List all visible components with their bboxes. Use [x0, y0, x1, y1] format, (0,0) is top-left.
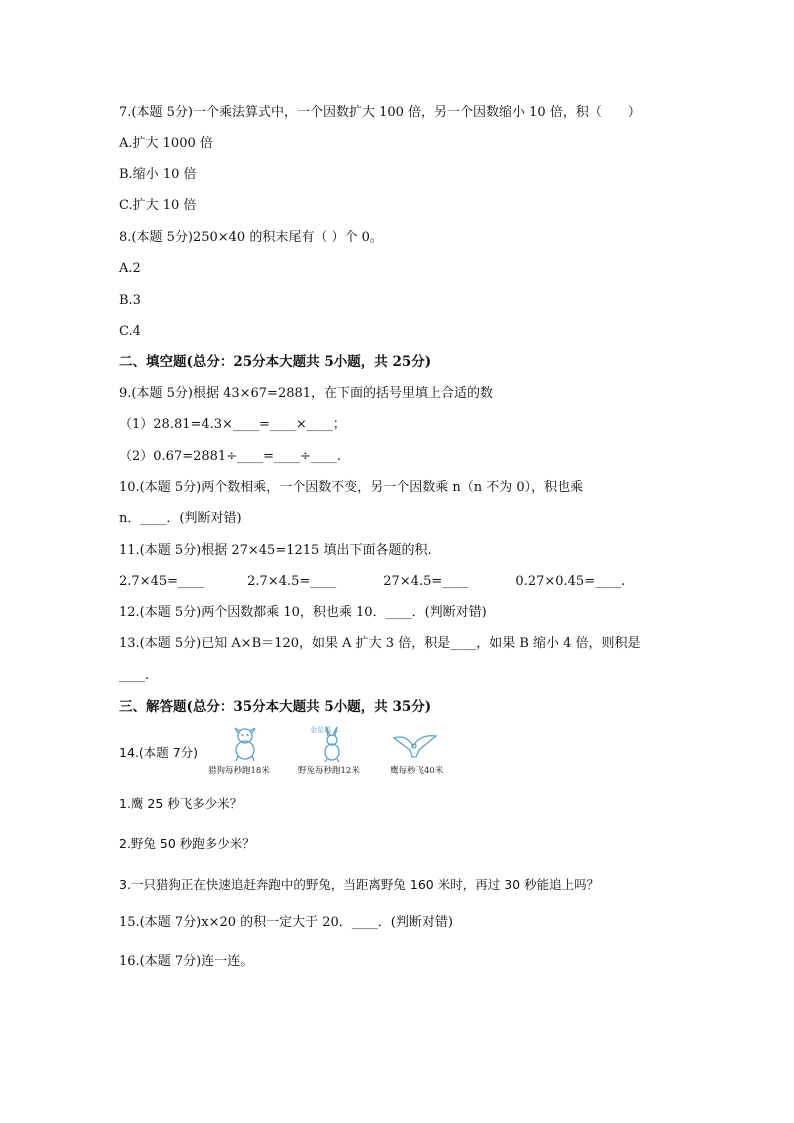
q14-sub1: 1.鹰 25 秒飞多少米？	[119, 796, 243, 811]
q8-stem: 8.(本题 5分)250×40 的积末尾有（ ）个 0。	[119, 230, 383, 245]
q9-line2: （2）0.67=2881÷____=____÷____.	[119, 449, 342, 464]
q9-line1: （1）28.81=4.3×____=____×____；	[119, 417, 346, 432]
q7-option-b: B.缩小 10 倍	[119, 167, 197, 182]
q16-stem: 16.(本题 7分)连一连。	[119, 954, 254, 969]
q7-option-c: C.扩大 10 倍	[119, 198, 197, 213]
q8-option-c: C.4	[119, 324, 141, 339]
rabbit-icon	[318, 726, 346, 762]
q11-items	[119, 573, 625, 591]
q15-stem: 15.(本题 7分)x×20 的积一定大于 20．____．(判断对错)	[119, 915, 453, 930]
q14-image-tag: 金星斑 …	[310, 726, 341, 734]
q9-stem: 9.(本题 5分)根据 43×67=2881，在下面的括号里填上合适的数	[119, 386, 494, 401]
q14-stem: 14.(本题 7分)	[119, 745, 199, 760]
q12-stem: 12.(本题 5分)两个因数都乘 10，积也乘 10．____．(判断对错)	[119, 605, 487, 620]
eagle-label: 鹰每秒飞40米	[390, 766, 444, 776]
q11-stem: 11.(本题 5分)根据 27×45=1215 填出下面各题的积.	[119, 543, 432, 558]
q7-stem: 7.(本题 5分)一个乘法算式中，一个因数扩大 100 倍，另一个因数缩小 10 倍，积（ ）	[119, 105, 641, 120]
q8-option-b: B.3	[119, 293, 141, 308]
q7-option-a: A.扩大 1000 倍	[119, 136, 213, 151]
dog-icon	[230, 726, 260, 762]
dog-label: 猎狗每秒跑18米	[208, 766, 270, 776]
q11-item-4: 0.27×0.45=____.	[515, 574, 626, 589]
q10-line1: 10.(本题 5分)两个数相乘，一个因数不变，另一个因数乘 n（n 不为 0），积也乘	[119, 480, 584, 495]
q11-item-3: 27×4.5=____	[383, 574, 469, 589]
q14-animal-image	[200, 722, 455, 780]
eagle-icon	[392, 730, 438, 760]
rabbit-label: 野兔每秒跑12米	[298, 766, 360, 776]
q13-line1: 13.(本题 5分)已知 A×B＝120，如果 A 扩大 3 倍，积是____，如果 B 缩小 4 倍，则积是	[119, 636, 641, 651]
q13-line2: ____.	[119, 668, 150, 683]
section2-heading: 二、填空题(总分：25分本大题共 5小题，共 25分)	[119, 354, 432, 370]
q8-option-a: A.2	[119, 261, 141, 276]
q11-item-1: 2.7×45=____	[119, 574, 205, 589]
section3-heading: 三、解答题(总分：35分本大题共 5小题，共 35分)	[119, 699, 432, 715]
q14-sub2: 2.野兔 50 秒跑多少米？	[119, 836, 255, 851]
q14-sub3: 3.一只猎狗正在快速追赶奔跑中的野兔，当距离野兔 160 米时，再过 30 秒能追上吗？	[119, 877, 600, 892]
q10-line2: n．____．(判断对错)	[119, 511, 242, 526]
q11-item-2: 2.7×4.5=____	[247, 574, 337, 589]
